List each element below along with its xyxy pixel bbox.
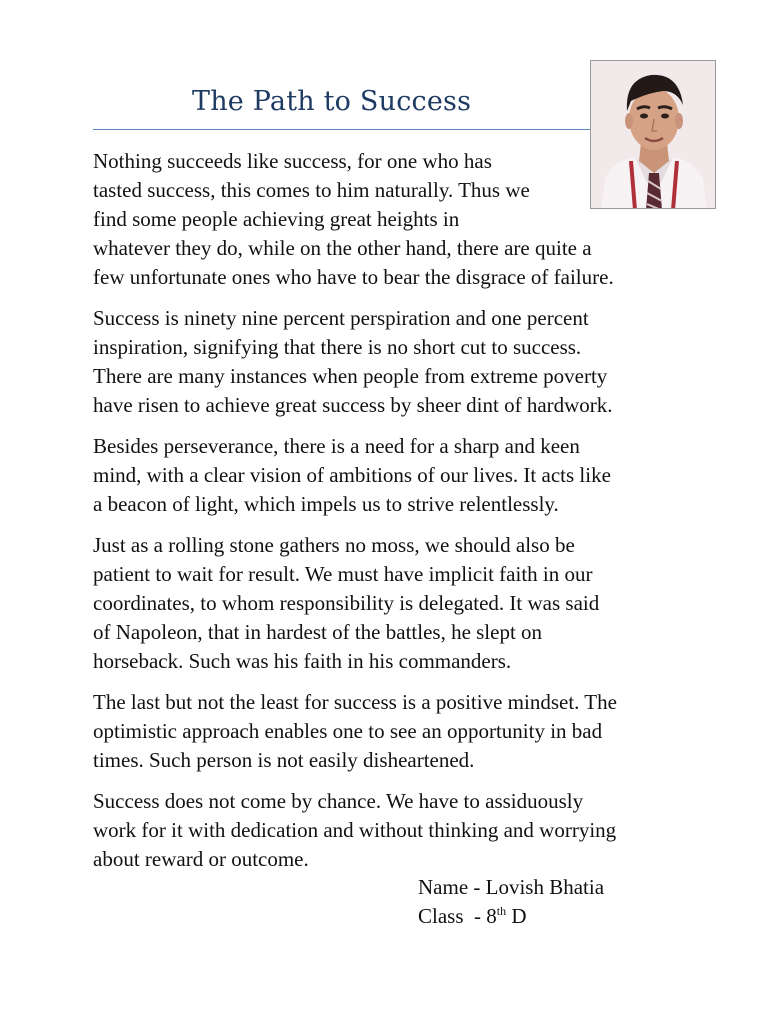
class-section: D — [506, 904, 527, 928]
paragraph-line: Success does not come by chance. We have to assiduously — [93, 789, 584, 813]
paragraph-line: find some people achieving great heights in — [93, 207, 460, 231]
paragraph-line: few unfortunate ones who have to bear the disgrace of failure. — [93, 265, 614, 289]
document-title: The Path to Success — [192, 86, 472, 117]
class-ordinal-suffix: th — [496, 904, 507, 918]
paragraph-line: Just as a rolling stone gathers no moss, we should also be — [93, 533, 575, 557]
paragraph-line: have risen to achieve great success by sheer dint of hardwork. — [93, 393, 613, 417]
paragraph-line: patient to wait for result. We must have implicit faith in our — [93, 562, 593, 586]
paragraph-line: of Napoleon, that in hardest of the battles, he slept on — [93, 620, 543, 644]
paragraph-line: whatever they do, while on the other hand, there are quite a — [93, 236, 592, 260]
paragraph-line: about reward or outcome. — [93, 847, 309, 871]
paragraph-line: optimistic approach enables one to see an opportunity in bad — [93, 719, 603, 743]
paragraph-3 — [93, 432, 683, 519]
paragraph-line: work for it with dedication and without thinking and worrying — [93, 818, 617, 842]
paragraph-line: coordinates, to whom responsibility is delegated. It was said — [93, 591, 600, 615]
paragraph-line: tasted success, this comes to him naturally. Thus we — [93, 178, 530, 202]
paragraph-2 — [93, 304, 683, 420]
paragraph-5 — [93, 688, 683, 775]
paragraph-4 — [93, 531, 683, 676]
paragraph-1 — [93, 147, 683, 292]
paragraph-line: Besides perseverance, there is a need for a sharp and keen — [93, 434, 580, 458]
class-prefix: Class - 8 — [418, 904, 497, 928]
signature-block — [418, 873, 604, 931]
paragraph-line: There are many instances when people from extreme poverty — [93, 364, 608, 388]
paragraph-line: Nothing succeeds like success, for one who has — [93, 149, 492, 173]
paragraph-line: a beacon of light, which impels us to strive relentlessly. — [93, 492, 559, 516]
signature-class — [418, 902, 604, 931]
paragraph-line: horseback. Such was his faith in his commanders. — [93, 649, 512, 673]
title-underline — [93, 129, 590, 130]
paragraph-line: mind, with a clear vision of ambitions of our lives. It acts like — [93, 463, 611, 487]
paragraph-6 — [93, 787, 683, 874]
paragraph-line: inspiration, signifying that there is no short cut to success. — [93, 335, 582, 359]
paragraph-line: Success is ninety nine percent perspiration and one percent — [93, 306, 589, 330]
paragraph-line: times. Such person is not easily disheartened. — [93, 748, 475, 772]
signature-name: Name - Lovish Bhatia — [418, 875, 605, 899]
paragraph-line: The last but not the least for success is a positive mindset. The — [93, 690, 617, 714]
